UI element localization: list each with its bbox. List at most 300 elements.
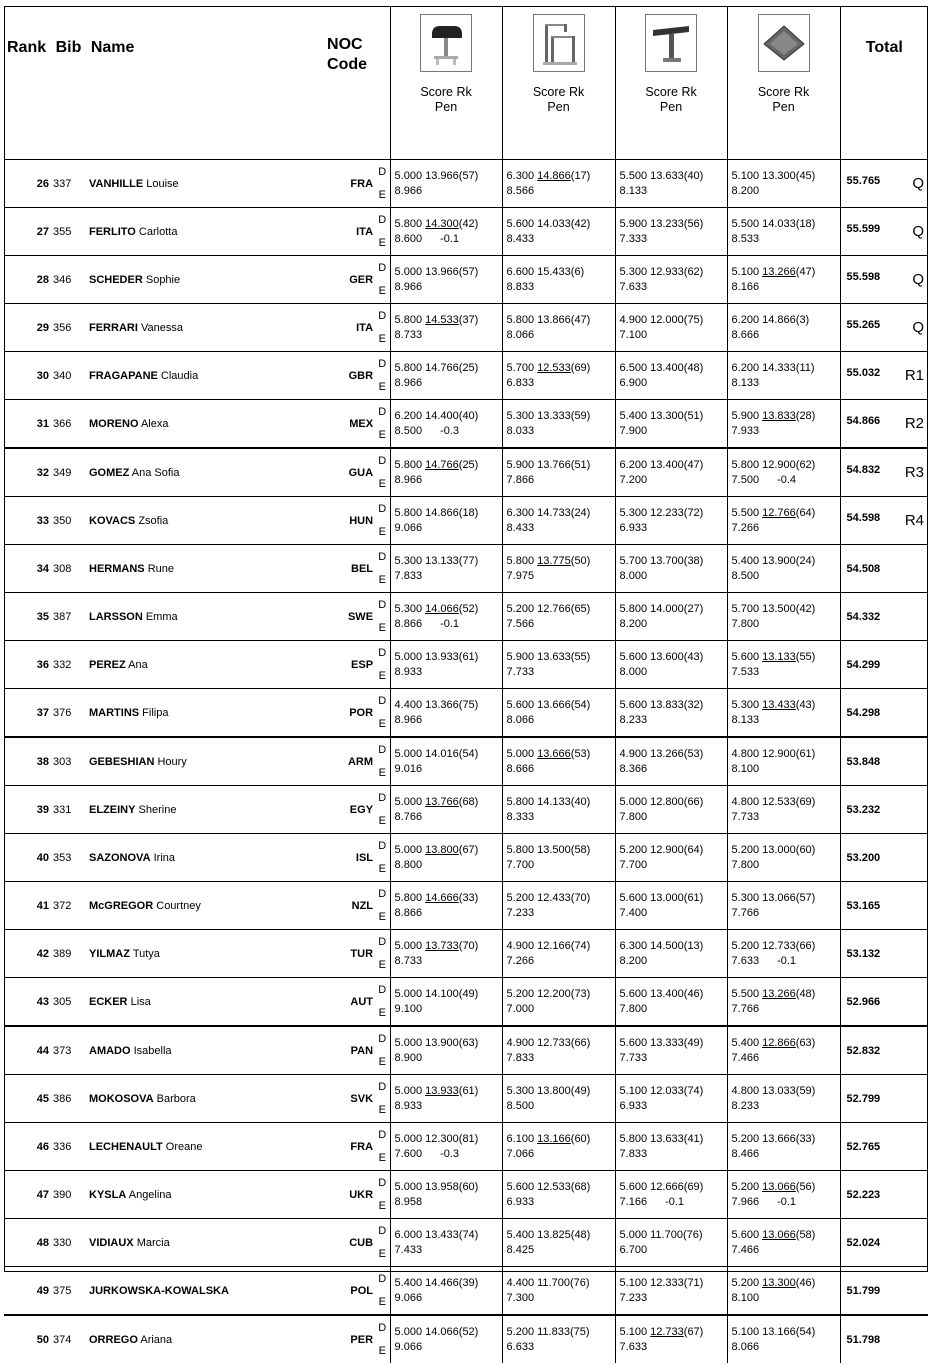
apparatus-rank: (60) <box>458 1181 479 1193</box>
e-value: 8.033 <box>506 425 535 437</box>
e-value: 7.333 <box>619 233 648 245</box>
apparatus-rank: (25) <box>458 362 479 374</box>
apparatus-score: 12.733 <box>537 1037 571 1049</box>
e-value: 7.975 <box>506 570 535 582</box>
bib-cell: 366 <box>53 400 89 449</box>
d-value: 6.100 <box>506 1133 535 1145</box>
e-value: 8.500 <box>731 570 760 582</box>
d-score-cell <box>615 1315 727 1339</box>
bib-cell: 374 <box>53 1315 89 1363</box>
e-value: 8.133 <box>619 185 648 197</box>
e-value: 8.933 <box>394 1100 423 1112</box>
apparatus-rank: (66) <box>795 940 816 952</box>
d-value: 5.300 <box>394 603 423 615</box>
d-value: 5.800 <box>506 844 535 856</box>
penalty: -0.1 <box>777 1196 797 1208</box>
last-name: SCHEDER <box>89 273 143 286</box>
e-value: 8.500 <box>506 1100 535 1112</box>
apparatus-rank: (66) <box>683 796 704 808</box>
noc-cell: FRA <box>327 160 375 208</box>
rank-cell: 36 <box>4 641 53 689</box>
apparatus-score: 13.666 <box>537 748 571 760</box>
apparatus-score: 13.333 <box>537 410 571 422</box>
last-name: GOMEZ <box>89 466 130 479</box>
apparatus-rank: (49) <box>458 988 479 1000</box>
apparatus-score: 14.133 <box>537 796 571 808</box>
apparatus-score: 13.433 <box>762 699 796 711</box>
e-value: 8.966 <box>394 185 423 197</box>
d-value: 5.600 <box>619 699 648 711</box>
d-value: 4.900 <box>506 1037 535 1049</box>
apparatus-score: 13.133 <box>425 555 459 567</box>
d-value: 5.800 <box>394 892 423 904</box>
last-name: HERMANS <box>89 562 145 575</box>
apparatus-rank: (67) <box>683 1326 704 1338</box>
apparatus-rank: (76) <box>682 1229 703 1241</box>
bib-cell: 373 <box>53 1026 89 1075</box>
noc-cell: GER <box>327 256 375 304</box>
last-name: JURKOWSKA-KOWALSKA <box>89 1284 229 1297</box>
name-cell <box>89 1267 327 1316</box>
d-label: D <box>375 1123 390 1147</box>
qualification-mark: R3 <box>904 464 925 481</box>
e-value: 7.800 <box>619 811 648 823</box>
apparatus-rank: (68) <box>570 1181 591 1193</box>
apparatus-rank: (42) <box>570 218 591 230</box>
qualification-mark: Q <box>912 223 925 240</box>
apparatus-score: 13.300 <box>650 410 684 422</box>
apparatus-score: 14.733 <box>537 507 571 519</box>
bib-cell: 346 <box>53 256 89 304</box>
e-value: 8.500 <box>394 425 423 437</box>
bib-cell: 330 <box>53 1219 89 1267</box>
apparatus-score: 13.300 <box>762 170 796 182</box>
total-value: 53.132 <box>846 947 881 960</box>
noc-cell: BEL <box>327 545 375 593</box>
d-value: 5.800 <box>394 459 423 471</box>
e-value: 7.233 <box>619 1292 648 1304</box>
e-value: 7.600 <box>394 1148 423 1160</box>
apparatus-rank: (59) <box>570 410 591 422</box>
noc-cell: SVK <box>327 1075 375 1123</box>
total-value: 54.298 <box>846 706 881 719</box>
apparatus-score: 14.666 <box>425 892 459 904</box>
last-name: VIDIAUX <box>89 1236 134 1249</box>
noc-cell: NZL <box>327 882 375 930</box>
apparatus-rank: (54) <box>458 748 479 760</box>
e-value: 8.366 <box>619 763 648 775</box>
e-value: 8.333 <box>506 811 535 823</box>
apparatus-rank: (11) <box>795 362 815 374</box>
noc-cell: POL <box>327 1267 375 1316</box>
name-cell <box>89 1315 327 1363</box>
rank-cell: 28 <box>4 256 53 304</box>
rank-cell: 38 <box>4 737 53 786</box>
e-value: 7.900 <box>619 425 648 437</box>
e-label: E <box>375 1242 390 1267</box>
qualification-mark: R1 <box>904 367 925 384</box>
last-name: ORREGO <box>89 1333 138 1346</box>
apparatus-score: 13.266 <box>762 988 796 1000</box>
e-value: 7.833 <box>394 570 423 582</box>
e-value: 7.833 <box>619 1148 648 1160</box>
apparatus-rank: (73) <box>570 988 591 1000</box>
d-label: D <box>375 448 390 472</box>
apparatus-rank: (51) <box>570 459 591 471</box>
d-value: 5.600 <box>731 1229 760 1241</box>
d-value: 4.400 <box>506 1277 535 1289</box>
apparatus-rank: (46) <box>683 988 704 1000</box>
apparatus-score: 13.066 <box>762 1229 796 1241</box>
d-value: 5.000 <box>394 1133 423 1145</box>
e-value: 7.633 <box>731 955 760 967</box>
apparatus-rank: (18) <box>795 218 816 230</box>
first-name: Isabella <box>133 1044 172 1057</box>
noc-cell: ISL <box>327 834 375 882</box>
apparatus-rank: (63) <box>458 1037 479 1049</box>
e-value: 7.233 <box>506 907 535 919</box>
total-value: 52.024 <box>846 1236 881 1249</box>
e-value: 8.166 <box>731 281 760 293</box>
apparatus-rank: (42) <box>458 218 479 230</box>
apparatus-score: 13.600 <box>650 651 684 663</box>
d-value: 5.900 <box>619 218 648 230</box>
apparatus-rank: (6) <box>570 266 585 278</box>
e-label: E <box>375 327 390 352</box>
d-value: 5.200 <box>731 1133 760 1145</box>
apparatus-rank: (39) <box>458 1277 479 1289</box>
rank-cell: 27 <box>4 208 53 256</box>
apparatus-score: 14.766 <box>425 362 459 374</box>
apparatus-score: 14.000 <box>650 603 684 615</box>
apparatus-score: 12.033 <box>650 1085 684 1097</box>
apparatus-score: 12.000 <box>650 314 684 326</box>
apparatus-score: 13.000 <box>650 892 684 904</box>
e-value: 7.733 <box>506 666 535 678</box>
d-score-cell <box>390 1315 502 1339</box>
apparatus-score: 13.366 <box>425 699 459 711</box>
apparatus-score: 12.533 <box>537 1181 571 1193</box>
bib-cell: 350 <box>53 497 89 545</box>
e-label: E <box>375 809 390 834</box>
apparatus-score: 12.533 <box>762 796 796 808</box>
apparatus-rank: (60) <box>795 844 816 856</box>
rank-cell: 31 <box>4 400 53 449</box>
e-value: 6.900 <box>619 377 648 389</box>
bib-cell: 331 <box>53 786 89 834</box>
apparatus-score: 13.866 <box>537 314 571 326</box>
apparatus-score: 12.166 <box>537 940 571 952</box>
apparatus-rank: (33) <box>458 892 479 904</box>
apparatus-rank: (28) <box>795 410 816 422</box>
apparatus-rank: (40) <box>570 796 591 808</box>
apparatus-rank: (67) <box>458 844 479 856</box>
first-name: Claudia <box>160 369 199 382</box>
rank-cell: 35 <box>4 593 53 641</box>
e-value: 7.433 <box>394 1244 423 1256</box>
apparatus-rank: (70) <box>458 940 479 952</box>
e-value: 8.966 <box>394 714 423 726</box>
first-name: Sophie <box>145 273 181 286</box>
apparatus-score: 13.166 <box>537 1133 571 1145</box>
e-value: 8.100 <box>731 1292 760 1304</box>
e-value: 7.800 <box>731 859 760 871</box>
apparatus-rank: (18) <box>458 507 479 519</box>
apparatus-score: 13.633 <box>537 651 571 663</box>
apparatus-score: 13.300 <box>762 1277 796 1289</box>
d-value: 5.300 <box>506 1085 535 1097</box>
d-label: D <box>375 1315 390 1339</box>
apparatus-rank: (47) <box>683 459 704 471</box>
d-value: 6.600 <box>506 266 535 278</box>
e-label: E <box>375 712 390 737</box>
e-label: E <box>375 857 390 882</box>
last-name: LARSSON <box>89 610 143 623</box>
noc-cell: PAN <box>327 1026 375 1075</box>
rank-cell: 47 <box>4 1171 53 1219</box>
last-name: YILMAZ <box>89 947 130 960</box>
apparatus-score: 13.733 <box>425 940 459 952</box>
e-value: 8.533 <box>731 233 760 245</box>
apparatus-rank: (58) <box>570 844 591 856</box>
e-value: 7.166 <box>619 1196 648 1208</box>
e-value: 7.933 <box>731 425 760 437</box>
e-value: 8.766 <box>394 811 423 823</box>
table-border <box>4 6 928 1272</box>
d-value: 5.100 <box>619 1326 648 1338</box>
apparatus-score: 13.500 <box>537 844 571 856</box>
apparatus-score: 13.900 <box>425 1037 459 1049</box>
e-value: 7.733 <box>619 1052 648 1064</box>
apparatus-rank: (62) <box>795 459 816 471</box>
d-label: D <box>375 208 390 232</box>
first-name: Vanessa <box>140 321 183 334</box>
e-value: 8.733 <box>394 955 423 967</box>
apparatus-rank: (72) <box>683 507 704 519</box>
apparatus-rank: (37) <box>458 314 479 326</box>
noc-cell: PER <box>327 1315 375 1363</box>
apparatus-rank: (60) <box>570 1133 591 1145</box>
apparatus-score: 12.900 <box>650 844 684 856</box>
apparatus-score: 14.066 <box>425 1326 459 1338</box>
d-value: 5.000 <box>394 940 423 952</box>
d-value: 5.000 <box>394 1085 423 1097</box>
table-row <box>4 1315 928 1339</box>
last-name: FERRARI <box>89 321 138 334</box>
d-value: 5.200 <box>619 844 648 856</box>
e-value: 8.600 <box>394 233 423 245</box>
first-name: Emma <box>145 610 178 623</box>
apparatus-rank: (40) <box>458 410 479 422</box>
apparatus-score: 13.800 <box>537 1085 571 1097</box>
d-label: D <box>375 160 390 184</box>
header-noc-line2: Code <box>327 56 368 73</box>
e-value: 7.500 <box>731 474 760 486</box>
apparatus-rank: (69) <box>795 796 816 808</box>
apparatus-score: 12.300 <box>425 1133 459 1145</box>
total-value: 53.232 <box>846 803 881 816</box>
d-value: 5.000 <box>394 266 423 278</box>
noc-cell: FRA <box>327 1123 375 1171</box>
apparatus-rank: (17) <box>570 170 591 182</box>
d-value: 6.200 <box>619 459 648 471</box>
d-label: D <box>375 1171 390 1195</box>
apparatus-rank: (61) <box>683 892 704 904</box>
apparatus-score: 13.000 <box>762 844 796 856</box>
first-name: Marcia <box>136 1236 170 1249</box>
e-value: 7.400 <box>619 907 648 919</box>
vault-sub-score-rk: Score Rk <box>420 85 472 99</box>
apparatus-rank: (24) <box>795 555 816 567</box>
penalty: -0.3 <box>440 1148 460 1160</box>
d-value: 5.200 <box>731 940 760 952</box>
e-value: 7.466 <box>731 1052 760 1064</box>
e-value: 8.933 <box>394 666 423 678</box>
d-value: 5.600 <box>619 988 648 1000</box>
e-value: 8.133 <box>731 377 760 389</box>
first-name: Courtney <box>156 899 201 912</box>
apparatus-rank: (75) <box>569 1326 590 1338</box>
header-rank: Rank <box>7 39 47 56</box>
e-value: 7.800 <box>731 618 760 630</box>
e-value: 6.700 <box>619 1244 648 1256</box>
apparatus-score: 13.775 <box>537 555 571 567</box>
noc-cell: TUR <box>327 930 375 978</box>
bib-cell: 336 <box>53 1123 89 1171</box>
e-score-cell <box>390 1290 502 1315</box>
d-label: D <box>375 1219 390 1243</box>
d-value: 5.400 <box>731 555 760 567</box>
apparatus-rank: (49) <box>570 1085 591 1097</box>
apparatus-score: 13.766 <box>537 459 571 471</box>
apparatus-rank: (24) <box>570 507 591 519</box>
e-value: 8.433 <box>506 233 535 245</box>
e-value: 8.100 <box>731 763 760 775</box>
e-value: 8.233 <box>619 714 648 726</box>
apparatus-score: 13.825 <box>537 1229 571 1241</box>
penalty: -0.3 <box>440 425 460 437</box>
apparatus-score: 14.400 <box>425 410 459 422</box>
d-label: D <box>375 641 390 665</box>
apparatus-score: 13.666 <box>537 699 571 711</box>
apparatus-rank: (68) <box>458 796 479 808</box>
d-value: 5.000 <box>394 988 423 1000</box>
e-value: 8.200 <box>619 618 648 630</box>
apparatus-rank: (62) <box>683 266 704 278</box>
d-label: D <box>375 834 390 858</box>
apparatus-score: 13.400 <box>650 988 684 1000</box>
d-value: 5.800 <box>506 796 535 808</box>
apparatus-rank: (25) <box>458 459 479 471</box>
d-value: 5.900 <box>506 651 535 663</box>
d-value: 5.200 <box>506 892 535 904</box>
d-label: D <box>375 545 390 569</box>
d-value: 5.500 <box>619 170 648 182</box>
e-value: 8.425 <box>506 1244 535 1256</box>
d-value: 4.800 <box>731 748 760 760</box>
apparatus-rank: (43) <box>795 699 816 711</box>
d-value: 5.000 <box>506 748 535 760</box>
bib-cell: 353 <box>53 834 89 882</box>
apparatus-score: 14.100 <box>425 988 459 1000</box>
e-value: 7.966 <box>731 1196 760 1208</box>
apparatus-rank: (47) <box>795 266 816 278</box>
d-value: 5.100 <box>731 266 760 278</box>
last-name: SAZONOVA <box>89 851 151 864</box>
bib-cell: 372 <box>53 882 89 930</box>
bib-cell: 332 <box>53 641 89 689</box>
last-name: MORENO <box>89 417 139 430</box>
noc-cell: GBR <box>327 352 375 400</box>
apparatus-score: 13.833 <box>762 410 796 422</box>
e-value: 6.933 <box>506 1196 535 1208</box>
apparatus-score: 13.266 <box>650 748 684 760</box>
d-label: D <box>375 256 390 280</box>
d-label: D <box>375 593 390 617</box>
apparatus-rank: (65) <box>570 603 591 615</box>
d-value: 6.000 <box>394 1229 423 1241</box>
apparatus-rank: (61) <box>795 748 816 760</box>
apparatus-rank: (74) <box>570 940 591 952</box>
e-value: 9.100 <box>394 1003 423 1015</box>
e-value: 6.933 <box>619 522 648 534</box>
e-value: 6.833 <box>506 377 535 389</box>
d-value: 4.400 <box>394 699 423 711</box>
e-label: E <box>375 279 390 304</box>
e-score-cell <box>502 1339 615 1363</box>
total-value: 54.866 <box>846 415 881 427</box>
apparatus-rank: (55) <box>795 651 816 663</box>
apparatus-rank: (74) <box>683 1085 704 1097</box>
last-name: AMADO <box>89 1044 131 1057</box>
e-value: 8.900 <box>394 1052 423 1064</box>
d-label: D <box>375 1267 390 1291</box>
first-name: Zsofia <box>138 514 169 527</box>
apparatus-rank: (48) <box>570 1229 591 1241</box>
bib-cell: 337 <box>53 160 89 208</box>
first-name: Filipa <box>142 706 169 719</box>
penalty: -0.1 <box>665 1196 685 1208</box>
e-value: 8.200 <box>731 185 760 197</box>
apparatus-score: 13.400 <box>650 459 684 471</box>
bars-sub-score-rk: Score Rk <box>532 85 585 99</box>
d-label: D <box>375 786 390 810</box>
rank-cell: 49 <box>4 1267 53 1316</box>
d-value: 4.800 <box>731 796 760 808</box>
noc-cell: ITA <box>327 304 375 352</box>
apparatus-rank: (43) <box>683 651 704 663</box>
d-value: 5.400 <box>394 1277 423 1289</box>
rank-cell: 43 <box>4 978 53 1027</box>
apparatus-score: 12.900 <box>762 459 796 471</box>
e-value: 7.633 <box>619 1341 648 1353</box>
apparatus-rank: (69) <box>683 1181 704 1193</box>
bib-cell: 305 <box>53 978 89 1027</box>
header-bib: Bib <box>55 39 82 56</box>
apparatus-rank: (38) <box>683 555 704 567</box>
e-value: 8.200 <box>619 955 648 967</box>
apparatus-rank: (32) <box>683 699 704 711</box>
penalty: -0.4 <box>777 474 797 486</box>
first-name: Irina <box>153 851 175 864</box>
rank-cell: 48 <box>4 1219 53 1267</box>
d-value: 5.800 <box>619 1133 648 1145</box>
apparatus-score: 12.666 <box>650 1181 684 1193</box>
e-label: E <box>375 520 390 545</box>
apparatus-score: 12.900 <box>762 748 796 760</box>
total-value: 54.299 <box>846 658 881 671</box>
e-label: E <box>375 1050 390 1075</box>
